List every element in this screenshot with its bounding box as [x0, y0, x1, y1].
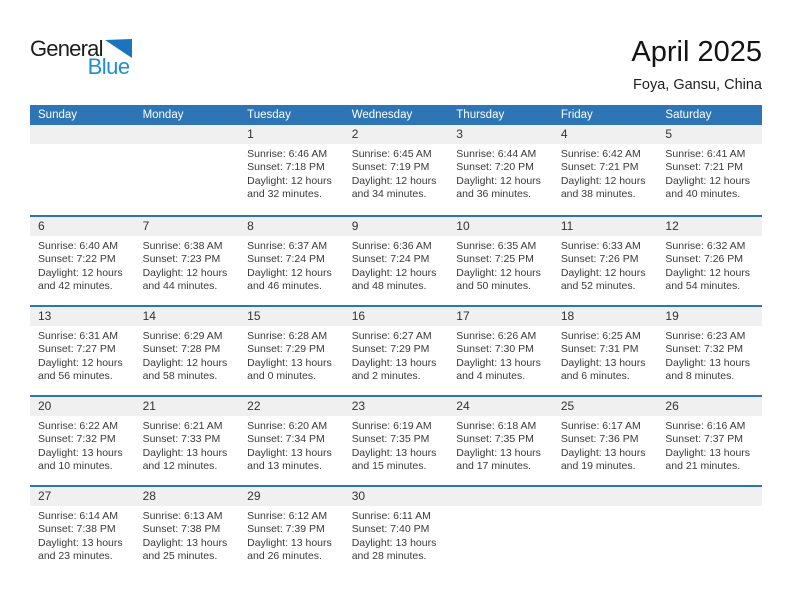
day-number: [448, 487, 553, 506]
daylight-minutes-text: and 52 minutes.: [560, 280, 636, 293]
sunrise-text: Sunrise: 6:28 AM: [247, 330, 328, 342]
sunset-text: Sunset: 7:27 PM: [38, 343, 116, 356]
calendar-cell: [553, 416, 658, 474]
daylight-hours-text: Daylight: 13 hours: [560, 356, 646, 369]
day-number: 14: [142, 309, 156, 323]
sunrise-text: Sunrise: 6:14 AM: [38, 510, 118, 522]
sunset-text: Sunset: 7:30 PM: [456, 343, 534, 356]
daylight-hours-text: Daylight: 13 hours: [247, 356, 332, 369]
day-number: [30, 125, 135, 144]
sunrise-text: Sunrise: 6:45 AM: [351, 148, 432, 160]
day-number: 12: [665, 219, 679, 233]
logo-text-general: General: [30, 36, 103, 61]
sunrise-text: Sunrise: 6:29 AM: [142, 330, 223, 342]
day-number: [657, 487, 762, 506]
day-number-band: [30, 397, 762, 416]
sunrise-text: Sunrise: 6:20 AM: [247, 420, 328, 432]
sunrise-text: Sunrise: 6:31 AM: [38, 330, 118, 342]
weekday-label-friday: Friday: [560, 109, 593, 121]
day-number: 15: [247, 309, 261, 323]
day-number: 28: [142, 489, 156, 503]
daylight-hours-text: Daylight: 12 hours: [142, 356, 228, 369]
daylight-minutes-text: and 42 minutes.: [38, 280, 113, 293]
calendar-cell: [344, 144, 449, 202]
sunrise-text: Sunrise: 6:46 AM: [247, 148, 328, 160]
weekday-label-sunday: Sunday: [38, 109, 78, 121]
sunset-text: Sunset: 7:33 PM: [142, 433, 221, 446]
sunset-text: Sunset: 7:36 PM: [560, 433, 639, 446]
calendar-cell: [135, 506, 240, 564]
daylight-hours-text: Daylight: 13 hours: [665, 446, 751, 459]
weekday-label-saturday: Saturday: [665, 109, 712, 121]
sunset-text: Sunset: 7:34 PM: [247, 433, 325, 446]
day-number: 7: [142, 219, 150, 233]
page-subtitle: Foya, Gansu, China: [633, 77, 762, 93]
sunset-text: Sunset: 7:26 PM: [665, 253, 744, 266]
sunset-text: Sunset: 7:29 PM: [247, 343, 325, 356]
weekday-label-tuesday: Tuesday: [247, 109, 291, 121]
calendar-cell: [30, 144, 135, 202]
sunset-text: Sunset: 7:39 PM: [247, 523, 325, 536]
day-number: 25: [560, 399, 575, 413]
day-number: 18: [560, 309, 575, 323]
calendar-cell: [553, 144, 658, 202]
sunrise-text: Sunrise: 6:19 AM: [351, 420, 432, 432]
calendar-cell: [448, 144, 553, 202]
sunrise-text: Sunrise: 6:26 AM: [456, 330, 537, 342]
sunrise-text: Sunrise: 6:35 AM: [456, 240, 537, 252]
daylight-minutes-text: and 48 minutes.: [351, 280, 427, 293]
sunset-text: Sunset: 7:21 PM: [560, 161, 639, 174]
sunset-text: Sunset: 7:25 PM: [456, 253, 534, 266]
day-number: 30: [351, 489, 366, 503]
daylight-minutes-text: and 13 minutes.: [247, 460, 322, 473]
sunrise-text: Sunrise: 6:44 AM: [456, 148, 537, 160]
daylight-minutes-text: and 34 minutes.: [351, 188, 427, 201]
sunrise-text: Sunrise: 6:42 AM: [560, 148, 641, 160]
calendar-cell: [657, 506, 762, 564]
daylight-hours-text: Daylight: 13 hours: [247, 446, 332, 459]
calendar-cell: [657, 326, 762, 384]
week-row: [30, 125, 762, 215]
calendar-grid: [30, 125, 762, 575]
daylight-hours-text: Daylight: 13 hours: [38, 446, 123, 459]
daylight-minutes-text: and 12 minutes.: [142, 460, 218, 473]
daylight-hours-text: Daylight: 13 hours: [351, 536, 437, 549]
sunset-text: Sunset: 7:19 PM: [351, 161, 430, 174]
weekday-header-row: [30, 105, 762, 125]
daylight-minutes-text: and 36 minutes.: [456, 188, 531, 201]
week-row: [30, 395, 762, 485]
daylight-hours-text: Daylight: 12 hours: [456, 174, 541, 187]
weekday-label-monday: Monday: [142, 109, 184, 121]
week-row: [30, 215, 762, 305]
daylight-minutes-text: and 46 minutes.: [247, 280, 322, 293]
sunset-text: Sunset: 7:24 PM: [247, 253, 325, 266]
sunset-text: Sunset: 7:28 PM: [142, 343, 221, 356]
week-row: [30, 305, 762, 395]
day-number-band: [30, 217, 762, 236]
daylight-hours-text: Daylight: 13 hours: [560, 446, 646, 459]
day-number: 4: [560, 127, 568, 141]
calendar-cell: [135, 144, 240, 202]
sunset-text: Sunset: 7:35 PM: [456, 433, 534, 446]
daylight-minutes-text: and 54 minutes.: [665, 280, 741, 293]
sunset-text: Sunset: 7:18 PM: [247, 161, 325, 174]
daylight-minutes-text: and 56 minutes.: [38, 370, 113, 383]
sunset-text: Sunset: 7:38 PM: [142, 523, 221, 536]
daylight-minutes-text: and 4 minutes.: [456, 370, 526, 383]
week-cells: [30, 506, 762, 564]
calendar-cell: [553, 236, 658, 294]
sunrise-text: Sunrise: 6:21 AM: [142, 420, 223, 432]
calendar-cell: [553, 326, 658, 384]
day-number: 13: [38, 309, 52, 323]
calendar-cell: [239, 506, 344, 564]
daylight-hours-text: Daylight: 12 hours: [665, 174, 751, 187]
day-number: 3: [456, 127, 463, 141]
day-number: 29: [247, 489, 261, 503]
calendar-cell: [448, 506, 553, 564]
calendar-cell: [30, 236, 135, 294]
daylight-minutes-text: and 32 minutes.: [247, 188, 322, 201]
daylight-minutes-text: and 50 minutes.: [456, 280, 531, 293]
daylight-minutes-text: and 21 minutes.: [665, 460, 741, 473]
daylight-hours-text: Daylight: 12 hours: [38, 356, 123, 369]
sunrise-text: Sunrise: 6:16 AM: [665, 420, 746, 432]
calendar-cell: [135, 416, 240, 474]
sunrise-text: Sunrise: 6:11 AM: [351, 510, 431, 522]
daylight-hours-text: Daylight: 13 hours: [456, 356, 541, 369]
daylight-hours-text: Daylight: 12 hours: [38, 266, 123, 279]
calendar-cell: [344, 326, 449, 384]
calendar-cell: [239, 144, 344, 202]
sunrise-text: Sunrise: 6:17 AM: [560, 420, 641, 432]
calendar-cell: [239, 236, 344, 294]
day-number: 16: [351, 309, 366, 323]
calendar-cell: [135, 326, 240, 384]
daylight-minutes-text: and 25 minutes.: [142, 550, 218, 563]
day-number: 27: [38, 489, 52, 503]
sunset-text: Sunset: 7:23 PM: [142, 253, 221, 266]
daylight-minutes-text: and 8 minutes.: [665, 370, 735, 383]
day-number: 20: [38, 399, 52, 413]
daylight-minutes-text: and 40 minutes.: [665, 188, 741, 201]
sunrise-text: Sunrise: 6:13 AM: [142, 510, 223, 522]
sunrise-text: Sunrise: 6:23 AM: [665, 330, 746, 342]
daylight-hours-text: Daylight: 12 hours: [456, 266, 541, 279]
sunset-text: Sunset: 7:26 PM: [560, 253, 639, 266]
daylight-minutes-text: and 6 minutes.: [560, 370, 630, 383]
day-number-band: [30, 487, 762, 506]
calendar-cell: [30, 326, 135, 384]
day-number: 8: [247, 219, 254, 233]
sunset-text: Sunset: 7:32 PM: [38, 433, 116, 446]
week-cells: [30, 236, 762, 294]
sunset-text: Sunset: 7:21 PM: [665, 161, 744, 174]
daylight-hours-text: Daylight: 13 hours: [38, 536, 123, 549]
day-number: 6: [38, 219, 45, 233]
day-number: 17: [456, 309, 470, 323]
calendar-cell: [657, 236, 762, 294]
day-number: 5: [665, 127, 673, 141]
logo-text-blue: Blue: [87, 54, 130, 79]
daylight-hours-text: Daylight: 12 hours: [142, 266, 228, 279]
sunrise-text: Sunrise: 6:40 AM: [38, 240, 118, 252]
calendar-cell: [657, 144, 762, 202]
daylight-minutes-text: and 58 minutes.: [142, 370, 218, 383]
day-number: 21: [142, 399, 156, 413]
daylight-hours-text: Daylight: 12 hours: [560, 174, 646, 187]
sunset-text: Sunset: 7:35 PM: [351, 433, 430, 446]
calendar-cell: [30, 506, 135, 564]
weekday-label-wednesday: Wednesday: [351, 109, 413, 121]
calendar-cell: [344, 236, 449, 294]
page-title: April 2025: [631, 36, 762, 68]
sunset-text: Sunset: 7:29 PM: [351, 343, 430, 356]
day-number: [553, 487, 658, 506]
daylight-minutes-text: and 38 minutes.: [560, 188, 636, 201]
sunrise-text: Sunrise: 6:37 AM: [247, 240, 328, 252]
sunset-text: Sunset: 7:32 PM: [665, 343, 744, 356]
week-cells: [30, 416, 762, 474]
sunrise-text: Sunrise: 6:38 AM: [142, 240, 223, 252]
sunset-text: Sunset: 7:20 PM: [456, 161, 534, 174]
title-block: [631, 36, 762, 93]
daylight-minutes-text: and 0 minutes.: [247, 370, 317, 383]
calendar-cell: [553, 506, 658, 564]
sunrise-text: Sunrise: 6:36 AM: [351, 240, 432, 252]
sunset-text: Sunset: 7:37 PM: [665, 433, 744, 446]
day-number: 1: [247, 127, 254, 141]
day-number: 9: [351, 219, 359, 233]
sunset-text: Sunset: 7:24 PM: [351, 253, 430, 266]
daylight-minutes-text: and 17 minutes.: [456, 460, 531, 473]
calendar-cell: [239, 416, 344, 474]
sunset-text: Sunset: 7:40 PM: [351, 523, 430, 536]
daylight-minutes-text: and 23 minutes.: [38, 550, 113, 563]
sunrise-text: Sunrise: 6:12 AM: [247, 510, 328, 522]
daylight-hours-text: Daylight: 12 hours: [351, 266, 437, 279]
calendar-cell: [448, 236, 553, 294]
day-number: 26: [665, 399, 679, 413]
day-number: 22: [247, 399, 261, 413]
daylight-hours-text: Daylight: 12 hours: [247, 174, 332, 187]
daylight-minutes-text: and 10 minutes.: [38, 460, 113, 473]
daylight-hours-text: Daylight: 12 hours: [665, 266, 751, 279]
sunset-text: Sunset: 7:22 PM: [38, 253, 116, 266]
daylight-hours-text: Daylight: 13 hours: [247, 536, 332, 549]
day-number: 10: [456, 219, 470, 233]
sunrise-text: Sunrise: 6:41 AM: [665, 148, 746, 160]
week-cells: [30, 144, 762, 202]
week-cells: [30, 326, 762, 384]
day-number-band: [30, 307, 762, 326]
sunrise-text: Sunrise: 6:22 AM: [38, 420, 118, 432]
calendar-cell: [135, 236, 240, 294]
day-number: 19: [665, 309, 679, 323]
week-row: [30, 485, 762, 575]
daylight-minutes-text: and 2 minutes.: [351, 370, 421, 383]
sunset-text: Sunset: 7:38 PM: [38, 523, 116, 536]
calendar-cell: [239, 326, 344, 384]
day-number: [135, 125, 240, 144]
daylight-hours-text: Daylight: 12 hours: [247, 266, 332, 279]
sunrise-text: Sunrise: 6:32 AM: [665, 240, 746, 252]
daylight-hours-text: Daylight: 13 hours: [142, 446, 228, 459]
daylight-hours-text: Daylight: 13 hours: [351, 356, 437, 369]
daylight-hours-text: Daylight: 12 hours: [351, 174, 437, 187]
sunset-text: Sunset: 7:31 PM: [560, 343, 639, 356]
sunrise-text: Sunrise: 6:25 AM: [560, 330, 641, 342]
calendar-cell: [344, 416, 449, 474]
daylight-hours-text: Daylight: 12 hours: [560, 266, 646, 279]
daylight-minutes-text: and 15 minutes.: [351, 460, 427, 473]
calendar-cell: [448, 416, 553, 474]
daylight-minutes-text: and 26 minutes.: [247, 550, 322, 563]
sunrise-text: Sunrise: 6:18 AM: [456, 420, 537, 432]
general-blue-logo: [30, 38, 132, 77]
daylight-hours-text: Daylight: 13 hours: [665, 356, 751, 369]
daylight-minutes-text: and 28 minutes.: [351, 550, 427, 563]
calendar-cell: [344, 506, 449, 564]
day-number: 11: [560, 219, 574, 233]
daylight-minutes-text: and 44 minutes.: [142, 280, 218, 293]
daylight-hours-text: Daylight: 13 hours: [351, 446, 437, 459]
calendar-cell: [448, 326, 553, 384]
calendar-cell: [30, 416, 135, 474]
calendar-cell: [657, 416, 762, 474]
daylight-hours-text: Daylight: 13 hours: [142, 536, 228, 549]
day-number: 24: [456, 399, 470, 413]
calendar-table: [30, 105, 762, 575]
weekday-label-thursday: Thursday: [456, 109, 505, 121]
day-number-band: [30, 125, 762, 144]
day-number: 23: [351, 399, 366, 413]
sunrise-text: Sunrise: 6:33 AM: [560, 240, 641, 252]
sunrise-text: Sunrise: 6:27 AM: [351, 330, 432, 342]
daylight-hours-text: Daylight: 13 hours: [456, 446, 541, 459]
daylight-minutes-text: and 19 minutes.: [560, 460, 636, 473]
day-number: 2: [351, 127, 359, 141]
